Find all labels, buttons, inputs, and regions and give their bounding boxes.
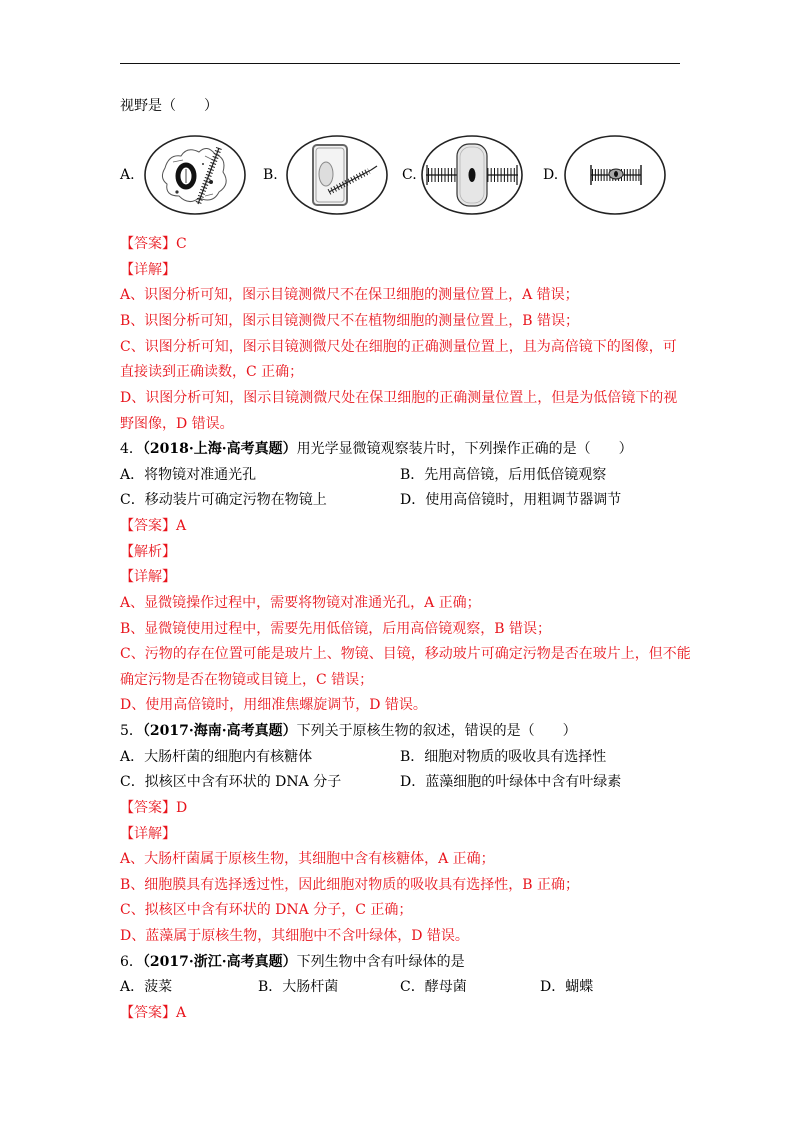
page-content <box>120 94 691 1027</box>
question-number: 6． <box>120 953 143 970</box>
option-a-microscope-image <box>143 134 247 216</box>
question-3-answer <box>120 232 680 258</box>
answer-tag: 【答案】 <box>120 1004 176 1021</box>
answer-value: D <box>176 799 188 816</box>
question-5-detail-line: C、拟核区中含有环状的 DNA 分子，C 正确； <box>120 902 413 919</box>
option-a-label: A. <box>120 166 135 183</box>
answer-value: A <box>176 1004 187 1021</box>
option-c: C．酵母菌 <box>400 979 467 996</box>
question-6-answer <box>120 1001 680 1027</box>
question-3-detail-line: B、识图分析可知，图示目镜测微尺不在植物细胞的测量位置上，B 错误； <box>120 313 580 329</box>
question-source: （2018·上海·高考真题） <box>142 441 297 458</box>
answer-value: C <box>176 236 187 253</box>
question-6-stem <box>120 950 680 976</box>
question-6-options-row <box>120 975 680 1001</box>
question-4-answer <box>120 514 680 540</box>
answer-tag: 【答案】 <box>120 236 176 253</box>
question-4-detail-line: A、显微镜操作过程中，需要将物镜对准通光孔，A 正确； <box>120 594 481 611</box>
option-a: A．菠菜 <box>120 979 173 996</box>
question-number: 4． <box>120 441 143 458</box>
option-c: C．拟核区中含有环状的 DNA 分子 <box>120 774 342 791</box>
question-3-detail-line: 直接读到正确读数，C 正确； <box>120 364 304 381</box>
question-5-answer <box>120 796 680 822</box>
question-text: 下列关于原核生物的叙述，错误的是（ ） <box>296 723 577 739</box>
option-b: B．大肠杆菌 <box>258 979 339 996</box>
answer-value: A <box>176 518 187 534</box>
option-d: D．使用高倍镜时，用粗调节器调节 <box>400 492 622 509</box>
question-3-image-options <box>120 133 680 217</box>
question-5-options-row-1 <box>120 745 680 771</box>
question-5-detail-line: D、蓝藻属于原核生物，其细胞中不含叶绿体，D 错误。 <box>120 928 469 944</box>
answer-tag: 【答案】 <box>120 518 176 534</box>
question-4-detail-line: C、污物的存在位置可能是玻片上、物镜、目镜，移动玻片可确定污物是否在玻片上，但不能 <box>120 646 691 663</box>
option-d: D．蝴蝶 <box>540 979 594 996</box>
option-b: B．细胞对物质的吸收具有选择性 <box>400 748 607 765</box>
option-c: C．移动装片可确定污物在物镜上 <box>120 492 327 509</box>
option-a: A．大肠杆菌的细胞内有核糖体 <box>120 748 313 765</box>
option-b: B．先用高倍镜，后用低倍镜观察 <box>400 466 607 483</box>
question-3-detail-line: A、识图分析可知，图示目镜测微尺不在保卫细胞的测量位置上，A 错误； <box>120 287 579 304</box>
question-4-options-row-1 <box>120 463 680 489</box>
option-b-microscope-image <box>285 134 389 216</box>
option-d-microscope-image <box>563 134 667 216</box>
question-source: （2017·海南·高考真题） <box>142 723 297 739</box>
question-5-detail-tag: 【详解】 <box>120 825 176 842</box>
header-rule <box>120 63 680 64</box>
question-4-detail-line: B、显微镜使用过程中，需要先用低倍镜，后用高倍镜观察，B 错误； <box>120 620 552 637</box>
question-text: 下列生物中含有叶绿体的是 <box>296 953 465 970</box>
question-3-stem-tail: 视野是（ ） <box>120 98 218 114</box>
question-3-detail-line: C、识图分析可知，图示目镜测微尺处在细胞的正确测量位置上，且为高倍镜下的图像，可 <box>120 338 677 355</box>
option-d-label: D. <box>543 166 559 183</box>
question-4-options-row-2 <box>120 488 680 514</box>
option-d: D．蓝藻细胞的叶绿体中含有叶绿素 <box>400 774 622 791</box>
option-a: A．将物镜对准通光孔 <box>120 466 257 483</box>
option-b-label: B. <box>263 166 278 183</box>
question-4-analysis-tag: 【解析】 <box>120 543 176 560</box>
question-source: （2017·浙江·高考真题） <box>142 953 297 970</box>
question-3-detail-tag: 【详解】 <box>120 261 176 278</box>
question-text: 用光学显微镜观察装片时，下列操作正确的是（ ） <box>296 441 633 458</box>
question-3-detail-line: D、识图分析可知，图示目镜测微尺处在保卫细胞的正确测量位置上，但是为低倍镜下的视 <box>120 389 678 406</box>
question-3-detail-line: 野图像，D 错误。 <box>120 415 234 432</box>
option-c-label: C. <box>402 166 417 183</box>
question-4-detail-line: 确定污物是否在物镜或目镜上，C 错误； <box>120 671 374 688</box>
question-4-detail-tag: 【详解】 <box>120 569 176 586</box>
option-c-microscope-image <box>420 134 524 216</box>
question-5-detail-line: A、大肠杆菌属于原核生物，其细胞中含有核糖体，A 正确； <box>120 851 495 868</box>
question-5-stem <box>120 719 680 745</box>
question-4-stem <box>120 437 680 463</box>
answer-tag: 【答案】 <box>120 799 176 816</box>
question-4-detail-line: D、使用高倍镜时，用细准焦螺旋调节，D 错误。 <box>120 697 427 714</box>
question-5-detail-line: B、细胞膜具有选择透过性，因此细胞对物质的吸收具有选择性，B 正确； <box>120 876 580 893</box>
question-5-options-row-2 <box>120 770 680 796</box>
question-number: 5． <box>120 723 143 739</box>
